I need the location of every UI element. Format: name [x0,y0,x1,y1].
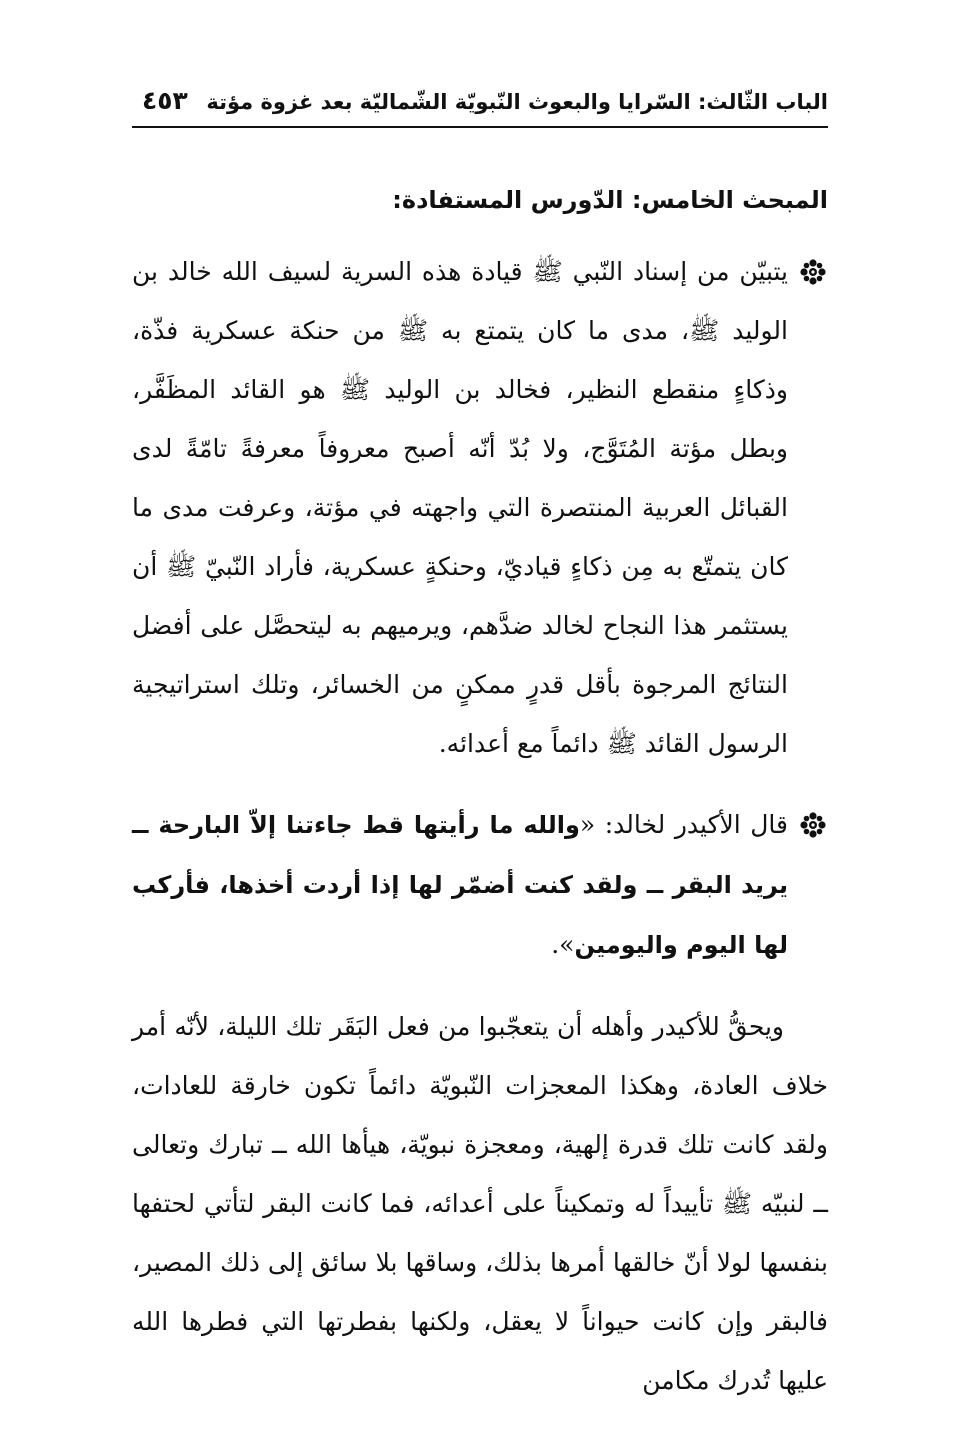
page-number: ٤٥٣ [142,86,188,115]
header-title: الباب الثّالث: السّرايا والبعوث النّبويّة الشّماليّة بعد غزوة مؤتة [206,90,828,114]
bullet-lesson-2 [132,795,828,975]
page-body [132,82,828,1435]
body-paragraph: ويحقُّ للأكيدر وأهله أن يتعجّبوا من فعل البَقَر تلك الليلة، لأنّه أمر خلاف العادة، وهكذا المعجزات النّبويّة دائماً تكون خارقة للعادات، ولقد كانت تلك قدرة إلهية، ومعجزة نبويّة، هيأها الله ــ تبارك وتعالى ــ لنبيّه ﷺ تأييداً له وتمكيناً على أعدائه، فما كانت البقر لتأتي لحتفها بنفسها لولا أنّ خالقها أمرها بذلك، وساقها بلا سائق إلى ذلك المصير، فالبقر وإن كانت حيواناً لا يعقل، ولكنها بفطرتها التي فطرها الله عليها تُدرك مكامن [132,1012,828,1395]
bullet-lesson-2-outro: ». [551,930,575,959]
quoted-speech: والله ما رأيتها قط جاءتنا إلاّ البارحة ــ يريد البقر ــ ولقد كنت أضمّر لها إذا أردت أخذها، فأركب لها اليوم واليومين [132,811,788,959]
bullet-lesson-1 [132,242,828,773]
running-header [132,82,828,128]
bullet-lesson-2-intro: قال الأكيدر لخالد: « [579,810,788,839]
section-heading: المبحث الخامس: الدّورس المستفادة: [392,186,828,214]
bullet-lesson-1-text: يتبيّن من إسناد النّبي ﷺ قيادة هذه السرية لسيف الله خالد بن الوليد ﷺ، مدى ما كان يتمتع به ﷺ من حنكة عسكرية فذّة، وذكاءٍ منقطع النظير، فخالد بن الوليد ﷺ هو القائد المظَفَّر، وبطل مؤتة المُتَوَّج، ولا بُدّ أنّه أصبح معروفاً معرفةً تامّةً لدى القبائل العربية المنتصرة التي واجهته في مؤتة، وعرفت مدى ما كان يتمتّع به مِن ذكاءٍ قياديّ، وحنكةٍ عسكرية، فأراد النّبيّ ﷺ أن يستثمر هذا النجاح لخالد ضدَّهم، ويرميهم به ليتحصَّل على أفضل النتائج المرجوة بأقل قدرٍ ممكنٍ من الخسائر، وتلك استراتيجية الرسول القائد ﷺ دائماً مع أعدائه. [132,257,788,758]
asterism-flower-icon [800,259,826,285]
asterism-flower-icon [800,812,826,838]
